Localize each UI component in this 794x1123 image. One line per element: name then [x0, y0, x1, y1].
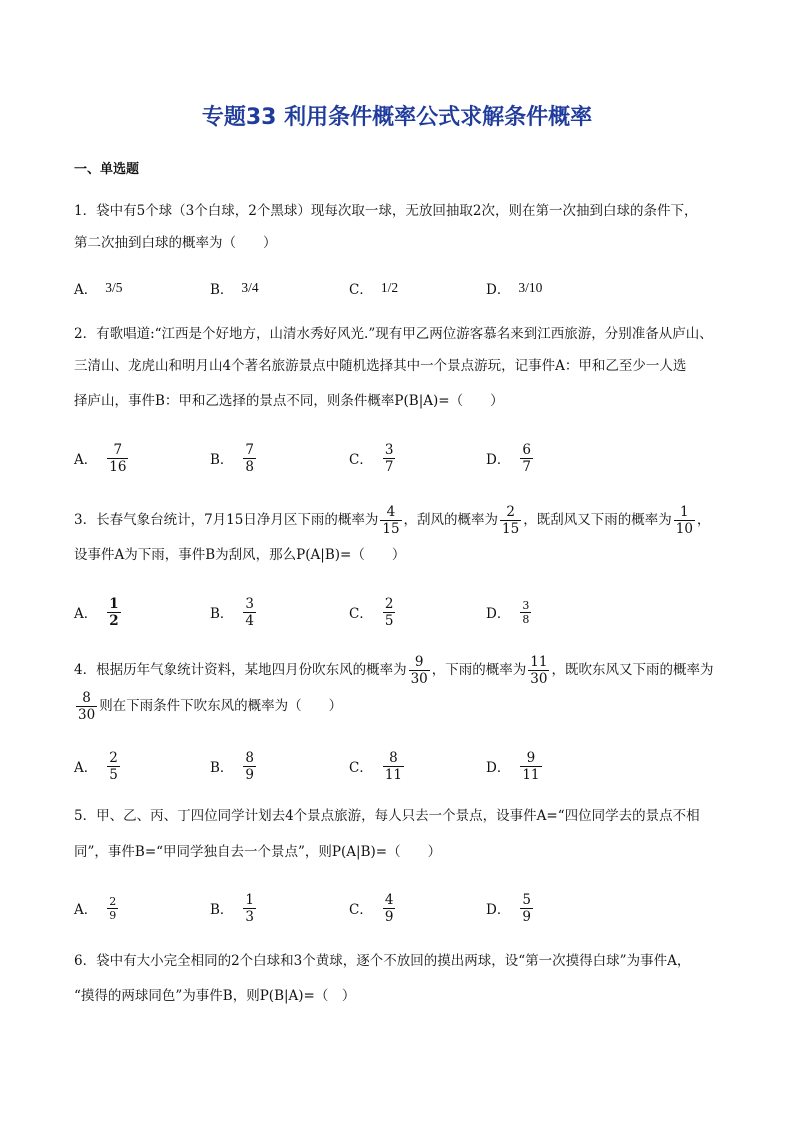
q6-line-2: “摸得的两球同色”为事件B，则P(B|A)=（ ）	[74, 988, 356, 1004]
q4-option-b[interactable]	[210, 746, 258, 786]
q3-line-1	[74, 504, 710, 537]
option-value: 3/4	[241, 280, 259, 295]
fraction	[520, 442, 533, 475]
option-label: C．	[349, 760, 373, 776]
section-heading: 一、单选题	[74, 162, 140, 177]
q4-text-b: ，下雨的概率为	[431, 662, 527, 678]
option-label: A．	[74, 760, 98, 776]
q4-option-c[interactable]	[349, 746, 406, 786]
option-label: C．	[349, 606, 373, 622]
numerator: 3	[522, 598, 530, 612]
numerator: 7	[245, 441, 255, 458]
q1-option-b[interactable]	[210, 268, 259, 308]
option-label: A．	[74, 452, 98, 468]
denominator: 9	[522, 908, 531, 925]
q3-option-b[interactable]	[210, 592, 258, 632]
q4-options	[74, 746, 734, 786]
fraction	[380, 504, 401, 537]
q1-options	[74, 268, 734, 308]
q5-line-2: 同”，事件B=“甲同学独自去一个景点”，则P(A|B)=（ ）	[74, 844, 442, 860]
fraction	[107, 895, 118, 922]
q2-option-b[interactable]	[210, 438, 258, 478]
q3-options	[74, 592, 734, 632]
denominator: 4	[245, 612, 255, 629]
q2-line-1: 2．有歌唱道:“江西是个好地方，山清水秀好风光.”现有甲乙两位游客慕名来到江西旅游，分别准备从庐山、	[74, 326, 713, 342]
fraction	[383, 442, 396, 475]
denominator: 9	[384, 908, 394, 925]
q4-option-d[interactable]	[486, 746, 544, 786]
numerator: 3	[384, 441, 394, 458]
q4-text-a: 4．根据历年气象统计资料，某地四月份吹东风的概率为	[74, 662, 407, 678]
fraction	[243, 596, 256, 629]
numerator: 9	[526, 749, 536, 766]
q4-line-2	[74, 690, 342, 723]
fraction	[243, 750, 256, 783]
q4-text-c: ，既吹东风又下雨的概率为	[551, 662, 714, 678]
fraction	[520, 750, 541, 783]
q2-option-c[interactable]	[349, 438, 397, 478]
denominator: 16	[109, 458, 127, 475]
option-label: B．	[210, 606, 234, 622]
q1-option-c[interactable]	[349, 268, 398, 308]
option-label: C．	[349, 452, 373, 468]
fraction	[528, 654, 549, 687]
denominator: 5	[109, 766, 118, 783]
fraction	[383, 596, 396, 629]
option-label: B．	[210, 760, 234, 776]
option-label: D．	[486, 606, 511, 622]
q2-option-d[interactable]	[486, 438, 535, 478]
numerator: 3	[245, 595, 255, 612]
denominator: 11	[384, 766, 403, 783]
denominator: 30	[530, 671, 548, 687]
fraction	[674, 504, 695, 537]
fraction	[383, 750, 404, 783]
fraction	[520, 599, 531, 626]
q3-option-d[interactable]	[486, 592, 533, 632]
numerator: 8	[82, 690, 91, 706]
q3-line-2: 设事件A为下雨，事件B为刮风，那么P(A|B)=（ ）	[74, 547, 406, 563]
denominator: 30	[410, 671, 428, 687]
fraction	[243, 442, 256, 475]
q5-option-d[interactable]	[486, 888, 535, 928]
q3-text-a: 3．长春气象台统计，7月15日净月区下雨的概率为	[74, 512, 379, 528]
option-value: 3/5	[105, 280, 123, 295]
denominator: 15	[382, 521, 400, 537]
option-label: D．	[486, 282, 511, 298]
q2-line-3: 择庐山，事件B：甲和乙选择的景点不同，则条件概率P(B|A)=（ ）	[74, 393, 504, 409]
q3-option-c[interactable]	[349, 592, 397, 632]
option-label: C．	[349, 902, 373, 918]
denominator: 8	[522, 612, 530, 626]
q3-text-b: ，刮风的概率为	[403, 512, 499, 528]
page-title: 专题33 利用条件概率公式求解条件概率	[201, 105, 593, 130]
numerator: 1	[109, 595, 119, 612]
q4-line-1	[74, 654, 713, 687]
numerator: 2	[384, 595, 394, 612]
fraction	[243, 892, 256, 925]
numerator: 11	[530, 654, 548, 670]
fraction	[107, 442, 128, 475]
option-value: 3/10	[518, 280, 543, 295]
q4-option-a[interactable]	[74, 746, 122, 786]
denominator: 11	[522, 766, 540, 783]
option-label: D．	[486, 452, 511, 468]
numerator: 8	[245, 749, 255, 766]
q2-option-a[interactable]	[74, 438, 130, 478]
numerator: 1	[680, 504, 689, 520]
q3-option-a[interactable]	[74, 592, 123, 632]
numerator: 4	[384, 891, 394, 908]
q1-line-2: 第二次抽到白球的概率为（ ）	[74, 235, 277, 251]
q1-line-1: 1．袋中有5个球（3个白球，2个黑球）现每次取一球，无放回抽取2次，则在第一次抽到白球的条件下，	[74, 203, 698, 219]
numerator: 2	[109, 894, 117, 908]
fraction	[520, 892, 533, 925]
numerator: 9	[414, 654, 424, 670]
option-label: B．	[210, 282, 234, 298]
denominator: 5	[384, 612, 394, 629]
denominator: 9	[109, 908, 117, 922]
numerator: 2	[109, 749, 118, 766]
numerator: 4	[386, 504, 396, 520]
q4-text-d: 则在下雨条件下吹东风的概率为（ ）	[99, 698, 343, 714]
q2-line-2: 三清山、龙虎山和明月山4个著名旅游景点中随机选择其中一个景点游玩，记事件A：甲和乙至少一人选	[74, 358, 687, 374]
denominator: 2	[109, 612, 119, 629]
q5-option-b[interactable]	[210, 888, 258, 928]
option-label: C．	[349, 282, 373, 298]
fraction	[76, 690, 97, 723]
fraction	[107, 596, 120, 629]
q2-options	[74, 438, 734, 478]
q6-line-1: 6．袋中有大小完全相同的2个白球和3个黄球，逐个不放回的摸出两球，设“第一次摸得白球”为事件A，	[74, 953, 691, 969]
q3-text-d: ，	[696, 512, 711, 528]
option-label: A．	[74, 282, 98, 298]
fraction	[107, 750, 120, 783]
denominator: 9	[245, 766, 255, 783]
denominator: 7	[522, 458, 531, 475]
option-value: 1/2	[380, 280, 399, 295]
numerator: 2	[506, 504, 515, 520]
option-label: B．	[210, 452, 234, 468]
q5-options	[74, 888, 734, 928]
fraction	[500, 504, 521, 537]
denominator: 8	[245, 458, 255, 475]
q5-option-a[interactable]	[74, 888, 120, 928]
numerator: 7	[113, 441, 123, 458]
numerator: 6	[522, 441, 531, 458]
option-label: D．	[486, 902, 511, 918]
q5-option-c[interactable]	[349, 888, 397, 928]
option-label: D．	[486, 760, 511, 776]
denominator: 7	[384, 458, 394, 475]
numerator: 8	[389, 749, 398, 766]
denominator: 10	[675, 521, 693, 537]
denominator: 30	[78, 707, 96, 723]
q1-option-a[interactable]	[74, 268, 123, 308]
numerator: 1	[245, 891, 255, 908]
option-label: A．	[74, 902, 98, 918]
option-label: B．	[210, 902, 234, 918]
denominator: 15	[502, 521, 520, 537]
q5-line-1: 5．甲、乙、丙、丁四位同学计划去4个景点旅游，每人只去一个景点，设事件A=“四位同学去的景点不相	[74, 808, 700, 824]
numerator: 5	[522, 891, 531, 908]
fraction	[383, 892, 396, 925]
denominator: 3	[245, 908, 255, 925]
q3-text-c: ，既刮风又下雨的概率为	[523, 512, 672, 528]
q1-option-d[interactable]	[486, 268, 542, 308]
option-label: A．	[74, 606, 98, 622]
fraction	[409, 654, 430, 687]
